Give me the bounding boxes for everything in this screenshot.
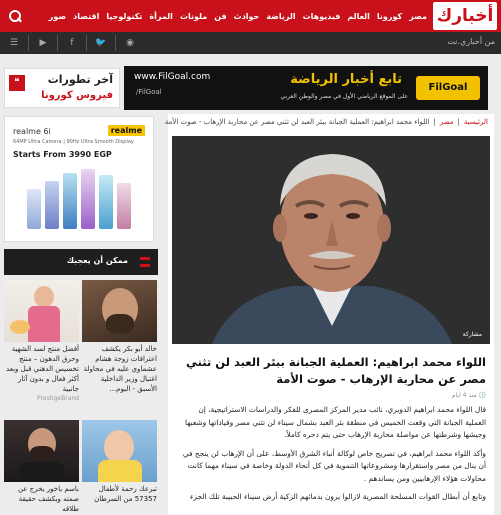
nav-item[interactable]: الرياضة	[266, 11, 296, 21]
nav-item[interactable]: اقتصاد	[73, 11, 100, 21]
divider	[28, 35, 29, 51]
nav-item[interactable]: كورونا	[376, 11, 403, 21]
divider	[115, 35, 116, 51]
article-body	[176, 404, 486, 510]
clock-icon: 🕓	[478, 392, 486, 399]
portrait-image	[172, 136, 490, 344]
card-image	[82, 420, 157, 482]
recommended-card[interactable]	[82, 280, 157, 394]
recommended-card[interactable]	[4, 280, 79, 402]
realme-spec: 64MP Ultra Camera | 90Hz Ultra Smooth Display	[13, 139, 134, 145]
corona-ad-banner[interactable]	[4, 68, 120, 108]
main-nav	[49, 0, 427, 32]
filgoal-site: www.FilGoal.com	[134, 72, 211, 82]
card-source: PrestigeBrand	[36, 395, 79, 402]
article-paragraph: وتابع أن أبطال القوات المسلحة المصرية لازالوا يرون بدمائهم الزكية أرض سيناء الحبيبة تلك الجزء	[189, 492, 486, 501]
recommended-header	[4, 249, 158, 275]
card-image	[82, 280, 157, 342]
filgoal-logo: FilGoal	[416, 76, 480, 100]
sub-header-text: من أخباري.نت	[447, 37, 495, 46]
twitter-icon[interactable]: 🐦	[95, 38, 107, 48]
share-label[interactable]: مشاركة	[462, 331, 482, 338]
nav-item[interactable]: العالم	[347, 11, 370, 21]
realme-price: Starts From 3990 EGP	[13, 150, 112, 159]
card-caption: تبرعك رحمة لأطفال 57357 من السرطان	[94, 485, 157, 503]
article-date-text: منذ 4 ايام	[451, 392, 477, 399]
article-container	[164, 114, 494, 515]
nav-item[interactable]: فن	[214, 11, 227, 21]
nav-item[interactable]: فيديوهات	[302, 11, 341, 21]
menu-icon[interactable]: ☰	[9, 38, 19, 48]
article-paragraph: وأكد اللواء محمد ابراهيم، في تصريح خاص لوكالة أنباء الشرق الأوسط، على أن الإرهاب لن ينجح في أن ينال من مصر واستقرارها ومشروعاتها التنموية في كل أنحاء الدولة وخاصة في سيناء مهما كانت محاولات هؤلاء الإرهابيين ومن يساندهم .	[182, 448, 486, 483]
recommended-title: ممكن أن يعجبك	[66, 256, 128, 265]
sub-header-strip	[0, 32, 501, 54]
article-date	[452, 392, 486, 399]
rss-icon[interactable]: ◉	[126, 38, 134, 48]
nav-item[interactable]: مصر	[409, 11, 427, 21]
search-icon[interactable]	[8, 9, 22, 23]
card-caption: باسم ياخور يخرج عن صمته ويكشف حقيقة طلاقه	[17, 485, 79, 513]
menu-icon	[140, 257, 150, 267]
recommended-card[interactable]	[82, 420, 157, 504]
filgoal-ad-banner[interactable]	[124, 66, 488, 110]
breadcrumb-separator: |	[433, 118, 436, 126]
site-logo[interactable]: أخبارك	[433, 2, 497, 30]
phones-image	[23, 167, 139, 229]
nav-item[interactable]: ملونات	[179, 11, 208, 21]
divider	[86, 35, 87, 51]
recommended-card[interactable]	[4, 420, 79, 514]
realme-model: realme 6i	[13, 127, 51, 136]
nav-item[interactable]: حوادث	[233, 11, 260, 21]
facebook-icon[interactable]: f	[70, 38, 74, 48]
filgoal-ad-title: تابع أخبار الرياضة	[290, 72, 402, 87]
top-navbar	[0, 0, 501, 32]
nav-item[interactable]: تكنولوجيا	[106, 11, 143, 21]
card-image	[4, 280, 79, 342]
realme-ad-banner[interactable]	[4, 116, 154, 242]
corona-ad-line1: آخر تطورات	[47, 73, 113, 86]
article-photo	[172, 136, 490, 344]
youtube-icon[interactable]: ▶	[39, 38, 47, 48]
card-caption: خالد أبو بكر يكشف اعترافات زوجة هشام عشماوي عليه في محاولة اغتيال وزير الداخلية الأسبق - اليوم...	[83, 345, 157, 393]
article-paragraph: قال اللواء محمد ابراهيم الدويري، نائب مدير المركز المصرى للفكر والدراسات الاستراتيجية، إن العملية الجبانة التي وقعت الخميس في منطقة بئر العبد بشمال سيناء لن تثني مصر وقياداتها وشعبها وجيشها وشرطتها عن مواصلة محاربة الإرهاب حتى يتم دحره كاملاً.	[185, 405, 486, 439]
quote-icon: ❝	[9, 75, 25, 91]
divider	[57, 35, 58, 51]
nav-item[interactable]: المرأة	[149, 11, 173, 21]
social-links	[6, 35, 138, 51]
breadcrumb-home[interactable]: الرئيسية	[463, 118, 488, 126]
nav-item[interactable]: صور	[48, 11, 67, 21]
breadcrumb	[165, 118, 488, 126]
article-title: اللواء محمد ابراهيم: العملية الجبانة ببئر العبد لن تثني مصر عن محاربة الإرهاب - صوت الأمة	[185, 355, 486, 386]
card-caption: أفضل منتج لسد الشهية وحرق الدهون – منتج تخسيس الدهني قبل وبعد أكثر فعال و بدون آثار جانبية	[6, 345, 79, 393]
card-image	[4, 420, 79, 482]
breadcrumb-current: اللواء محمد ابراهيم: العملية الجبانة ببئر العبد لن تثني مصر عن محاربة الإرهاب - صوت الأمة	[164, 118, 430, 126]
realme-logo: realme	[108, 125, 145, 136]
filgoal-handle: /FilGoal	[136, 88, 162, 96]
corona-ad-line2: فيروس كورونا	[41, 90, 113, 101]
breadcrumb-section[interactable]: مصر	[439, 118, 454, 126]
filgoal-ad-subtitle: على الموقع الرياضي الأول في مصر والوطن العربي	[280, 93, 408, 100]
breadcrumb-separator: |	[457, 118, 460, 126]
